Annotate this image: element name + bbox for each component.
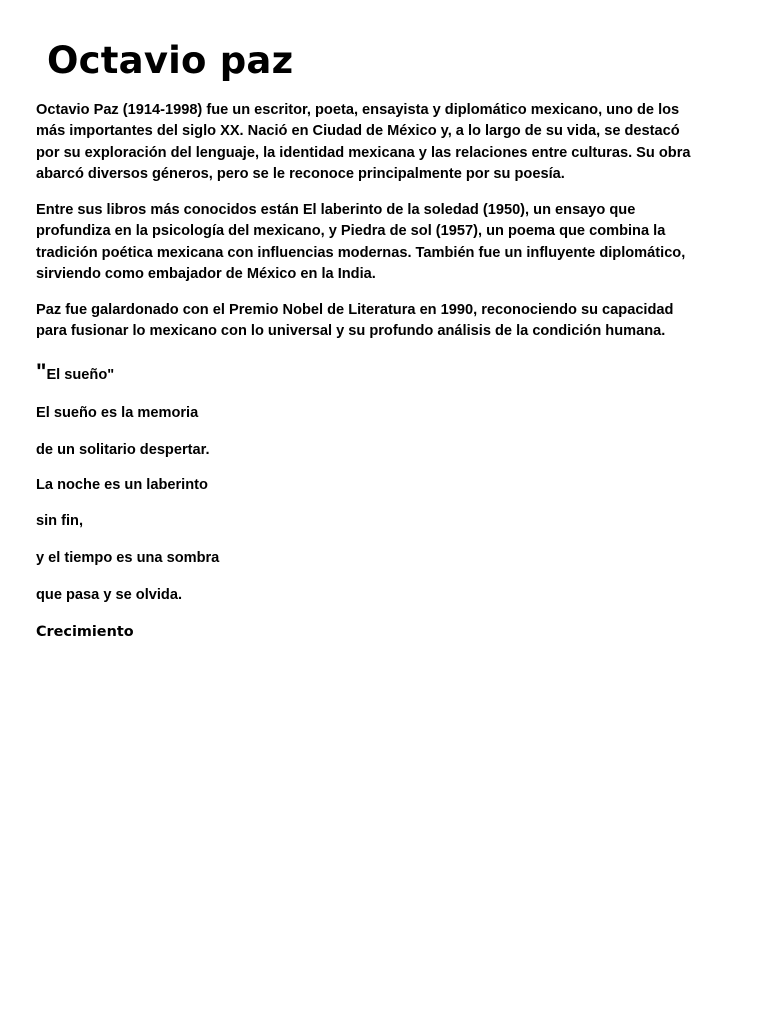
poem-verse: El sueño es la memoria [36, 405, 199, 421]
paragraph-line: Entre sus libros más conocidos están El laberinto de la soledad (1950), un ensayo que [36, 202, 636, 218]
paragraph-line: Paz fue galardonado con el Premio Nobel de Literatura en 1990, reconociendo su capacidad [36, 302, 674, 318]
page-title: Octavio paz [47, 39, 294, 82]
poem-verse: La noche es un laberinto [36, 477, 208, 493]
poem-verse: y el tiempo es una sombra [36, 550, 220, 566]
poem-verse: que pasa y se olvida. [36, 587, 183, 603]
paragraph-works [36, 200, 736, 285]
paragraph-line: para fusionar lo mexicano con lo universal y su profundo análisis de la condición humana. [36, 323, 666, 340]
paragraph-line: profundiza en la psicología del mexicano, y Piedra de sol (1957), un poema que combina la [36, 223, 666, 240]
poem-verse: sin fin, [36, 513, 84, 529]
paragraph-line: más importantes del siglo XX. Nació en Ciudad de México y, a lo largo de su vida, se destacó [36, 123, 680, 140]
poem-title [36, 358, 114, 389]
paragraph-line: tradición poética mexicana con influencias modernas. También fue un influyente diplomático, [36, 244, 686, 261]
paragraph-line: sirviendo como embajador de México en la India. [36, 265, 376, 282]
paragraph-nobel [36, 300, 736, 343]
paragraph-biography [36, 100, 736, 185]
paragraph-line: abarcó diversos géneros, pero se le reconoce principalmente por su poesía. [36, 165, 565, 182]
poem-title-open-quote: " [36, 359, 47, 384]
paragraph-line: Octavio Paz (1914-1998) fue un escritor, poeta, ensayista y diplomático mexicano, uno de los [36, 102, 680, 118]
paragraph-line: por su exploración del lenguaje, la identidad mexicana y las relaciones entre culturas. Su obra [36, 144, 691, 161]
poem-title-text: El sueño" [46, 367, 115, 383]
poem-verse: de un solitario despertar. [36, 442, 210, 458]
section-heading: Crecimiento [36, 624, 134, 640]
